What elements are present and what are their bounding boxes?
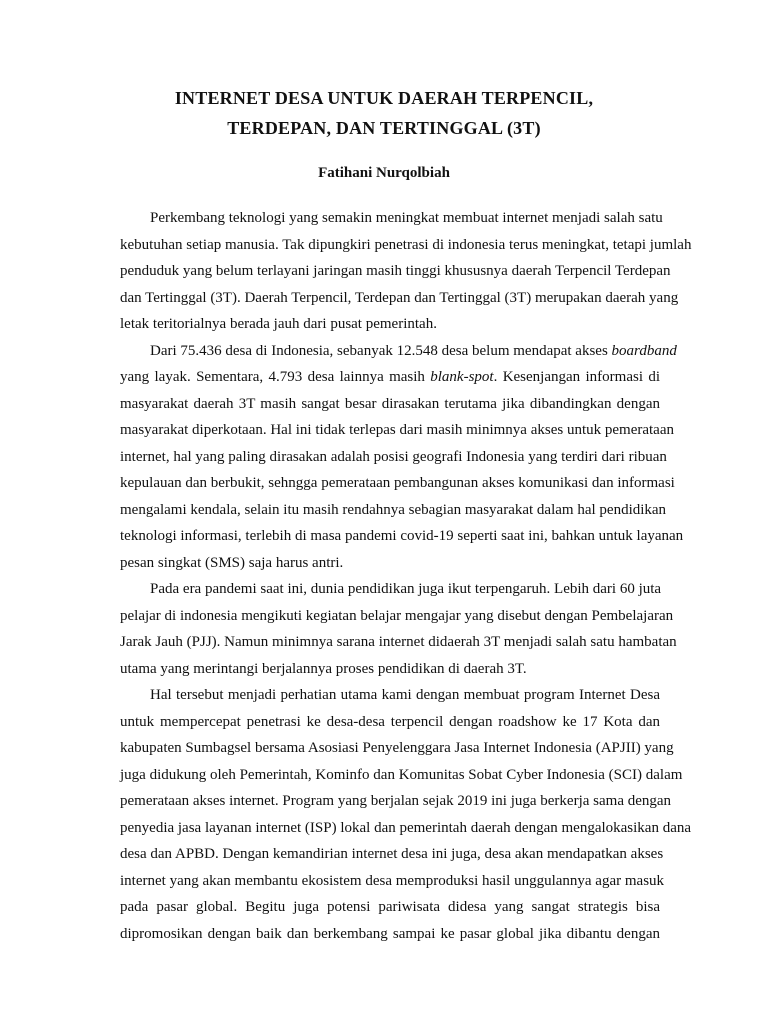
paragraph-line [120, 338, 677, 365]
paragraph-line: kepulauan dan berbukit, sehngga pemerataan pembangunan akses komunikasi dan informasi [120, 475, 675, 491]
paragraph-line: Hal tersebut menjadi perhatian utama kami dengan membuat program Internet Desa [150, 687, 660, 703]
document-title-line-1: INTERNET DESA UNTUK DAERAH TERPENCIL, [174, 88, 594, 108]
paragraph-line: untuk mempercepat penetrasi ke desa-desa terpencil dengan roadshow ke 17 Kota dan [120, 713, 660, 730]
paragraph-line: pemerataan akses internet. Program yang berjalan sejak 2019 ini juga berkerja sama dengan [120, 793, 672, 809]
paragraph-line: teknologi informasi, terlebih di masa pandemi covid-19 seperti saat ini, bahkan untuk layanan [120, 528, 684, 544]
paragraph-line: letak teritorialnya berada jauh dari pusat pemerintah. [120, 316, 437, 332]
paragraph-2 [120, 338, 684, 577]
paragraph-line: mengalami kendala, selain itu masih rendahnya sebagian masyarakat dalam hal pendidikan [120, 501, 667, 518]
paragraph-line: masyarakat daerah 3T masih sangat besar dirasakan terutama jika dibandingkan dengan [120, 395, 660, 412]
paragraph-3 [120, 576, 677, 682]
article-body [120, 205, 692, 947]
paragraph-line [120, 364, 660, 391]
paragraph-line: pelajar di indonesia mengikuti kegiatan belajar mengajar yang disebut dengan Pembelajaran [120, 607, 674, 624]
paragraph-line: internet, hal yang paling dirasakan adalah posisi geografi Indonesia yang terdiri dari ribuan [120, 448, 667, 465]
paragraph-line: utama yang merintangi berjalannya proses pendidikan di daerah 3T. [120, 660, 527, 677]
paragraph-line: internet yang akan membantu ekosistem desa memproduksi hasil unggulannya agar masuk [120, 872, 665, 889]
text-run: . Kesenjangan informasi di [493, 369, 661, 385]
paragraph-line: pada pasar global. Begitu juga potensi pariwisata didesa yang sangat strategis bisa [120, 899, 660, 915]
paragraph-line: kebutuhan setiap manusia. Tak dipungkiri penetrasi di indonesia terus meningkat, tetapi jumlah [120, 236, 692, 253]
paragraph-line: dipromosikan dengan baik dan berkembang sampai ke pasar global jika dibantu dengan [120, 925, 660, 942]
paragraph-line: pesan singkat (SMS) saja harus antri. [120, 554, 344, 571]
paragraph-line: penyedia jasa layanan internet (ISP) lokal dan pemerintah daerah dengan mengalokasikan dana [120, 819, 692, 836]
text-run: yang layak. Sementara, 4.793 desa lainnya masih [120, 369, 431, 385]
document-title-line-2: TERDEPAN, DAN TERTINGGAL (3T) [227, 118, 541, 138]
paragraph-line: kabupaten Sumbagsel bersama Asosiasi Penyelenggara Jasa Internet Indonesia (APJII) yang [120, 740, 674, 756]
paragraph-line: Jarak Jauh (PJJ). Namun minimnya sarana internet didaerah 3T menjadi salah satu hambatan [120, 634, 677, 650]
paragraph-line: desa dan APBD. Dengan kemandirian internet desa ini juga, desa akan mendapatkan akses [120, 846, 664, 862]
italic-term-blank-spot: blank-spot [430, 369, 494, 385]
author-name: Fatihani Nurqolbiah [318, 165, 450, 181]
paragraph-line: juga didukung oleh Pemerintah, Kominfo dan Komunitas Sobat Cyber Indonesia (SCI) dalam [120, 766, 683, 783]
paragraph-line: Pada era pandemi saat ini, dunia pendidikan juga ikut terpengaruh. Lebih dari 60 juta [150, 581, 662, 597]
paragraph-4 [120, 682, 692, 947]
text-run: Dari 75.436 desa di Indonesia, sebanyak 12.548 desa belum mendapat akses [150, 342, 612, 359]
paragraph-line: penduduk yang belum terlayani jaringan masih tinggi khususnya daerah Terpencil Terdepan [120, 263, 671, 279]
paragraph-line: dan Tertinggal (3T). Daerah Terpencil, Terdepan dan Tertinggal (3T) merupakan daerah yang [120, 289, 679, 306]
paragraph-1 [120, 205, 692, 338]
paragraph-line: masyarakat diperkotaan. Hal ini tidak terlepas dari masih minimnya akses untuk pemerataan [120, 422, 674, 438]
italic-term-boardband: boardband [611, 342, 677, 359]
paragraph-line: Perkembang teknologi yang semakin meningkat membuat internet menjadi salah satu [150, 210, 663, 226]
